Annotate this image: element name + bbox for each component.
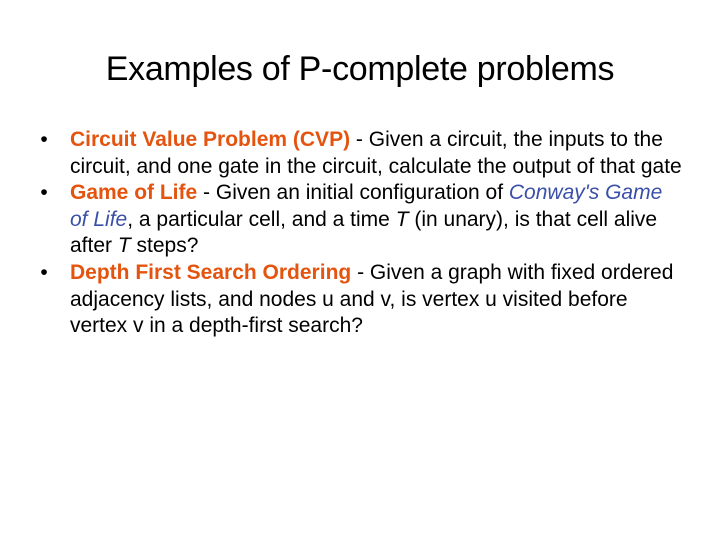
bullet-text: (in unary), is that cell alive after — [70, 207, 658, 258]
variable-t: T — [117, 234, 131, 258]
bullet-text: - Given a graph with fixed ordered adjacency lists, and nodes u and v, is vertex u visited before vertex v in a depth-first search? — [70, 260, 674, 338]
variable-t: T — [395, 207, 409, 231]
bullet-item-dfs-ordering — [34, 260, 684, 340]
bullet-list — [34, 127, 684, 340]
bullet-icon: • — [40, 181, 48, 205]
bullet-item-game-of-life — [34, 180, 684, 260]
term-game-of-life: Game of Life — [70, 181, 198, 205]
bullet-text: steps? — [130, 234, 199, 258]
bullet-text: - Given a circuit, the inputs to the circuit, and one gate in the circuit, calculate the output of that gate — [70, 128, 682, 178]
bullet-text: , a particular cell, and a time — [127, 207, 396, 231]
slide-title: Examples of P-complete problems — [105, 50, 615, 88]
bullet-icon: • — [40, 128, 48, 151]
bullet-item-cvp — [34, 127, 684, 180]
term-cvp: Circuit Value Problem (CVP) — [70, 128, 351, 151]
bullet-text: - Given an initial configuration of — [197, 181, 509, 205]
term-dfs-ordering: Depth First Search Ordering — [70, 260, 352, 284]
bullet-icon: • — [40, 260, 48, 284]
conways-game-of-life-link[interactable]: Conway's Game of Life — [70, 181, 663, 231]
